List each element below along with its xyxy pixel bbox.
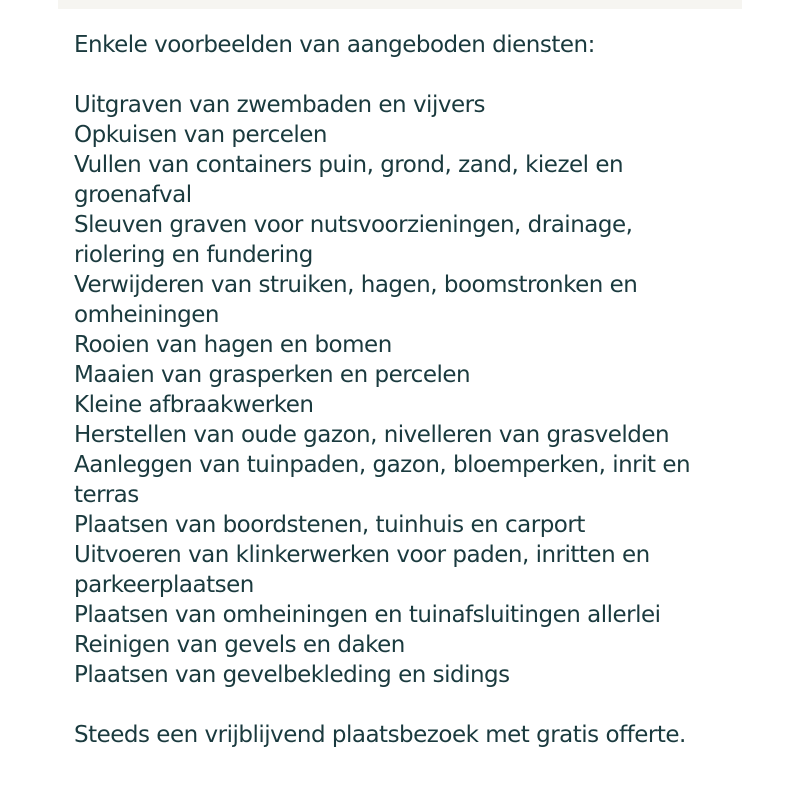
service-line: Kleine afbraakwerken	[74, 392, 314, 418]
service-line: Uitvoeren van klinkerwerken voor paden, inritten en	[74, 542, 650, 568]
service-line: Plaatsen van omheiningen en tuinafsluitingen allerlei	[74, 602, 661, 628]
outro-text: Steeds een vrijblijvend plaatsbezoek met gratis offerte.	[74, 722, 686, 748]
services-list	[74, 90, 774, 690]
service-line: parkeerplaatsen	[74, 572, 254, 598]
service-line: Verwijderen van struiken, hagen, boomstronken en	[74, 272, 638, 298]
service-item	[74, 210, 774, 270]
service-item	[74, 150, 774, 210]
service-line: Plaatsen van gevelbekleding en sidings	[74, 662, 510, 688]
service-line: Herstellen van oude gazon, nivelleren van grasvelden	[74, 422, 670, 448]
service-item	[74, 630, 774, 660]
service-line: Sleuven graven voor nutsvoorzieningen, drainage,	[74, 212, 633, 238]
service-item	[74, 510, 774, 540]
service-line: Maaien van grasperken en percelen	[74, 362, 471, 388]
service-item	[74, 540, 774, 600]
service-item	[74, 90, 774, 120]
service-line: Reinigen van gevels en daken	[74, 632, 405, 658]
intro-text: Enkele voorbeelden van aangeboden diensten:	[74, 32, 595, 58]
service-item	[74, 330, 774, 360]
service-item	[74, 120, 774, 150]
service-line: Aanleggen van tuinpaden, gazon, bloemperken, inrit en	[74, 452, 691, 478]
service-item	[74, 360, 774, 390]
service-item	[74, 450, 774, 510]
service-item	[74, 270, 774, 330]
service-line: Rooien van hagen en bomen	[74, 332, 392, 358]
service-item	[74, 660, 774, 690]
service-line: Vullen van containers puin, grond, zand, kiezel en	[74, 152, 624, 178]
service-line: terras	[74, 482, 139, 508]
service-item	[74, 420, 774, 450]
service-line: groenafval	[74, 182, 192, 208]
service-item	[74, 600, 774, 630]
service-line: riolering en fundering	[74, 242, 313, 268]
document-body	[74, 30, 774, 750]
service-line: omheiningen	[74, 302, 219, 328]
top-strip	[58, 0, 742, 9]
service-line: Opkuisen van percelen	[74, 122, 328, 148]
service-item	[74, 390, 774, 420]
service-line: Plaatsen van boordstenen, tuinhuis en carport	[74, 512, 585, 538]
service-line: Uitgraven van zwembaden en vijvers	[74, 92, 486, 118]
